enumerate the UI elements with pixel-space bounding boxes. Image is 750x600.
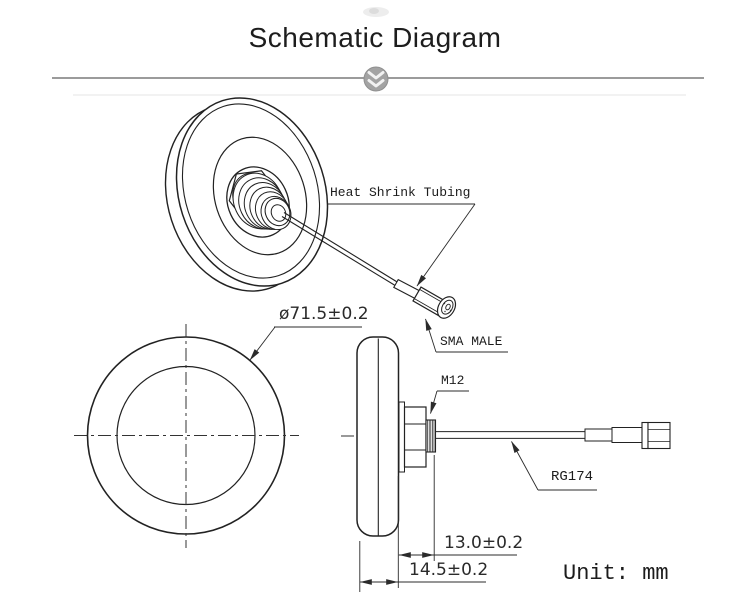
side-hex-nut <box>405 407 427 467</box>
rg174-label: RG174 <box>551 469 594 485</box>
mount-length-dimension: 13.0±0.2 <box>444 533 524 553</box>
page-title: Schematic Diagram <box>248 22 502 53</box>
side-sma-connector <box>642 423 670 449</box>
m12-label: M12 <box>441 373 465 388</box>
double-chevron-down-icon <box>364 67 388 91</box>
side-m12-thread <box>426 420 436 452</box>
outer-diameter-dimension: ø71.5±0.2 <box>279 304 369 324</box>
disc-thickness-dimension: 14.5±0.2 <box>409 560 489 580</box>
iso-sma-connector <box>413 287 459 321</box>
header-divider <box>52 7 704 95</box>
unit-note: Unit: mm <box>563 561 669 586</box>
side-washer-plate <box>399 402 405 472</box>
sma-male-label: SMA MALE <box>440 334 503 349</box>
side-cable <box>436 428 643 443</box>
side-view-drawing <box>341 334 670 536</box>
iso-heat-shrink-sleeve <box>394 280 419 299</box>
front-view-drawing <box>74 324 299 548</box>
heat-shrink-tubing-label: Heat Shrink Tubing <box>330 185 471 200</box>
